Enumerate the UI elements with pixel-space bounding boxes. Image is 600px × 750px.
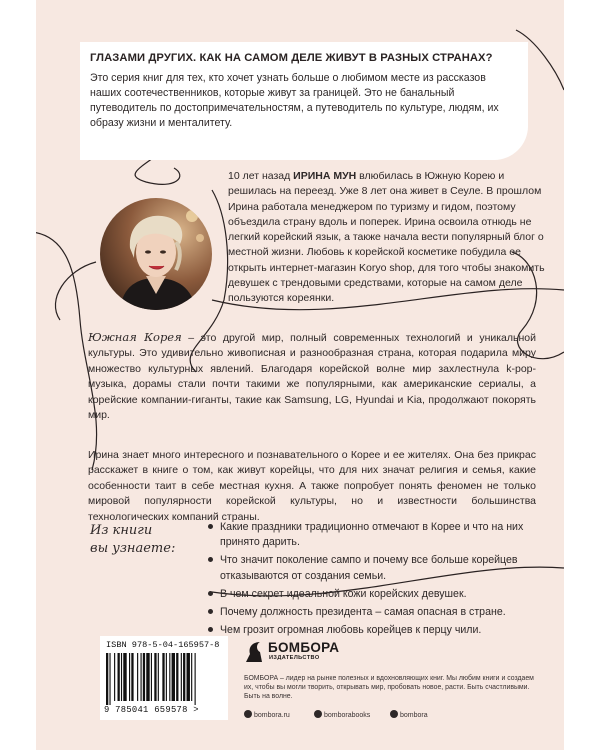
barcode-icon: [106, 653, 222, 705]
learn-label: [90, 522, 182, 558]
bio-rest: влюбилась в Южную Корею и решилась на переезд. Уже 8 лет она живет в Сеуле. В прошлом Ирина работала менеджером по туризму и гидом, поэтому объездила страну вдоль и поперек. Ирина освоила отнюдь не легкий корейский язык, а также начала вести популярный блог о местной жизни. Любовь к корейской косметике побудила ее открыть интернет-магазин Koryo shop, для того чтобы знакомить девушек с трендовыми средствами, которые на самом деле пользуются кореянки.: [228, 170, 545, 305]
list-item: В чем секрет идеальной кожи корейских девушек.: [208, 587, 548, 602]
photo-loop-line: [55, 262, 96, 320]
author-bio: [228, 169, 546, 307]
publisher-sub: ИЗДАТЕЛЬСТВО: [269, 655, 320, 661]
learn-label-line-2: вы узнаете:: [90, 541, 176, 556]
paragraph-1-text: – это другой мир, полный современных технологий и уникальной культуры. Это удивительно живописная и разнообразная страна, которая подарила миру множество культурных явлений. Благодаря корейской волне мир захлестнула k-pop-музыка, дорамы стали почти такими же популярными, как американские сериалы, а корейские компании-гиганты, такие как Samsung, LG, Hyundai и Kia, продолжают покорять мир.: [88, 332, 536, 422]
description-paragraph-2: Ирина знает много интересного и познавательного о Корее и ее жителях. Она без прикрас расскажет в книге о том, как живут корейцы, что для них значат религия и семья, какие особенности таит в себе местная кухня. А также попробует понять феномен не только мировой популярности корейской культуры, но и известности большинства технологических компаний страны.: [88, 449, 536, 523]
series-description: Это серия книг для тех, кто хочет узнать больше о любимом месте из рассказов наших соотечественников, которые живут за границей. Это не банальный путеводитель по достопримечательностям, а путеводитель по культуре, людям, их образу жизни и менталитету.: [90, 72, 499, 129]
globe-icon: [244, 710, 252, 718]
author-photo: [100, 198, 212, 310]
telegram-icon: [390, 710, 398, 718]
list-item: Что значит поколение сампо и почему все больше корейцев отказываются от создания семьи.: [208, 553, 548, 583]
isbn-text: ISBN 978-5-04-165957-8: [106, 640, 220, 650]
author-name: ИРИНА МУН: [293, 170, 357, 182]
list-item: Какие праздники традиционно отмечают в Корее и что на них принято дарить.: [208, 520, 548, 550]
series-headline: ГЛАЗАМИ ДРУГИХ. КАК НА САМОМ ДЕЛЕ ЖИВУТ В РАЗНЫХ СТРАНАХ?: [90, 52, 493, 64]
publisher-logo: [244, 640, 364, 668]
publisher-socials: [244, 710, 544, 722]
barcode-digits: 9 785041 659578 >: [104, 705, 199, 715]
learn-list: [208, 520, 548, 641]
publisher-about: БОМБОРА – лидер на рынке полезных и вдохновляющих книг. Мы любим книги и создаем их, чтобы вы могли творить, открывать мир, пробовать новое, расти. Быть счастливыми. Быть на волне.: [244, 675, 534, 701]
social-site-label: bombora.ru: [254, 712, 290, 719]
publisher-name: БОМБОРА: [268, 640, 340, 655]
social-site[interactable]: [244, 710, 290, 719]
barcode-box: [100, 636, 228, 720]
list-item: Почему должность президента – самая опасная в стране.: [208, 605, 548, 620]
bio-intro: 10 лет назад: [228, 170, 294, 182]
top-loop-line: [135, 156, 180, 184]
back-cover: [36, 0, 564, 750]
social-telegram-label: bombora: [400, 712, 428, 719]
lead-country: Южная Корея: [88, 330, 182, 344]
bombora-logo-icon: [244, 640, 264, 664]
social-vk-label: bomborabooks: [324, 712, 371, 719]
social-telegram[interactable]: [390, 710, 428, 719]
social-vk[interactable]: [314, 710, 370, 719]
description-paragraph-1: [88, 330, 536, 423]
series-box: [80, 42, 528, 160]
vk-icon: [314, 710, 322, 718]
author-portrait-icon: [100, 198, 212, 310]
learn-label-line-1: Из книги: [90, 523, 153, 538]
list-item: Чем грозит огромная любовь корейцев к перцу чили.: [208, 623, 548, 638]
